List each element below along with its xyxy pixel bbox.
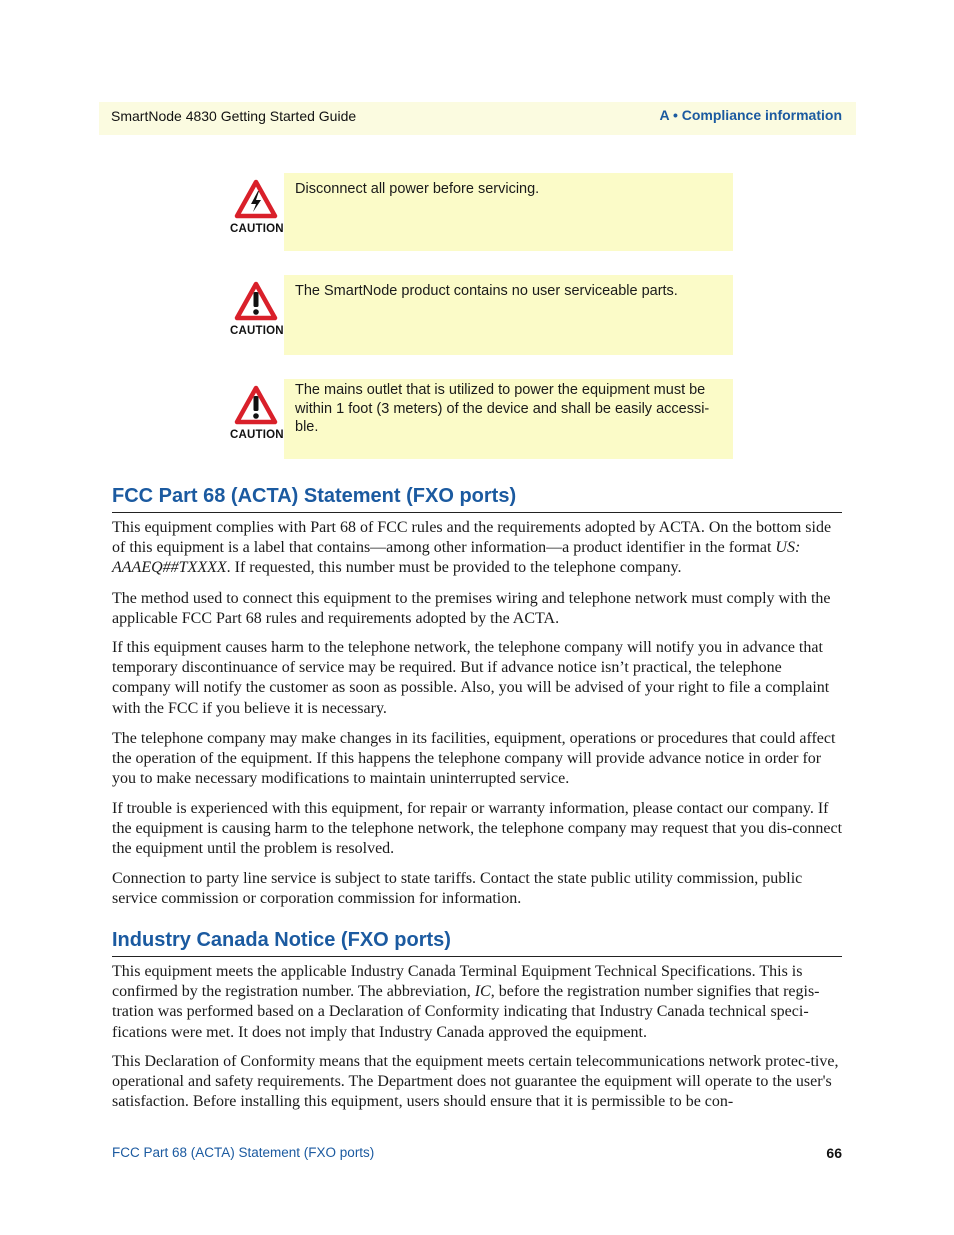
- paragraph-text: , before the registration number signifies that regis-tration was performed based on a Declaration of Conformity indicating that Industry Canada technical speci-fications were met. It does not imply that Industry Canada approved the equipment.: [112, 983, 820, 1041]
- caution-text: Disconnect all power before servicing.: [295, 181, 540, 197]
- ic-abbreviation: IC: [474, 983, 491, 1001]
- section-heading: FCC Part 68 (ACTA) Statement (FXO ports): [112, 485, 842, 513]
- caution-text: The mains outlet that is utilized to power the equipment must be within 1 foot (3 meters) of the device and shall be easily accessi-ble.: [295, 382, 710, 435]
- paragraph: Connection to party line service is subject to state tariffs. Contact the state public utility commission, public service commission or corporation commission for information.: [112, 870, 803, 908]
- product-identifier-format: US: AAAEQ##TXXXX: [112, 539, 801, 577]
- caution-text-box: [284, 275, 733, 355]
- page-number: 66: [826, 1145, 842, 1161]
- section-title: A • Compliance information: [659, 107, 842, 123]
- caution-icon-group: [230, 385, 282, 441]
- paragraph-text: . If requested, this number must be provided to the telephone company.: [226, 559, 682, 577]
- footer-section-title: FCC Part 68 (ACTA) Statement (FXO ports): [112, 1145, 375, 1160]
- electric-hazard-icon: [234, 179, 278, 219]
- caution-label: CAUTION: [230, 223, 284, 235]
- caution-label: CAUTION: [230, 325, 284, 337]
- paragraph: This Declaration of Conformity means that the equipment meets certain telecommunications network protec-tive, operational and safety requirements. The Department does not guarantee the equipment will operate to the user's satisfaction. Before installing this equipment, users should ensure that it is permissible to be con-: [112, 1053, 839, 1111]
- paragraph-text: This equipment complies with Part 68 of FCC rules and the requirements adopted by ACTA. On the bottom side of this equipment is a label that contains—among other information—a product identifier in the format: [112, 519, 832, 557]
- running-footer: [112, 1145, 842, 1160]
- paragraph: [112, 518, 842, 579]
- exclamation-warning-icon: [234, 281, 278, 321]
- paragraph: If trouble is experienced with this equipment, for repair or warranty information, please contact our company. If the equipment is causing harm to the telephone network, the telephone company may request that you dis-connect the equipment until the problem is resolved.: [112, 800, 843, 858]
- paragraph-text: This equipment meets the applicable Industry Canada Terminal Equipment Technical Specifications. This is confirmed by the registration number. The abbreviation,: [112, 963, 803, 1001]
- exclamation-warning-icon: [234, 385, 278, 425]
- caution-label: CAUTION: [230, 429, 284, 441]
- document-title: SmartNode 4830 Getting Started Guide: [111, 108, 357, 124]
- caution-text: The SmartNode product contains no user serviceable parts.: [295, 283, 678, 299]
- paragraph: The telephone company may make changes in its facilities, equipment, operations or procedures that could affect the operation of the equipment. If this happens the telephone company will provide advance notice in order for you to make necessary modifications to maintain uninterrupted service.: [112, 730, 836, 788]
- paragraph: If this equipment causes harm to the telephone network, the telephone company will notify you in advance that temporary discontinuance of service may be required. But if advance notice isn’t practical, the telephone company will notify the customer as soon as possible. Also, you will be advised of your right to file a complaint with the FCC if you believe it is necessary.: [112, 639, 830, 717]
- paragraph: [112, 962, 842, 1043]
- caution-text-box: [284, 173, 733, 251]
- caution-icon-group: [230, 179, 282, 235]
- caution-icon-group: [230, 281, 282, 337]
- running-header: [99, 102, 856, 135]
- section-heading: Industry Canada Notice (FXO ports): [112, 929, 842, 957]
- paragraph: The method used to connect this equipment to the premises wiring and telephone network must comply with the applicable FCC Part 68 rules and requirements adopted by the ACTA.: [112, 590, 831, 628]
- caution-text-box: [284, 379, 733, 459]
